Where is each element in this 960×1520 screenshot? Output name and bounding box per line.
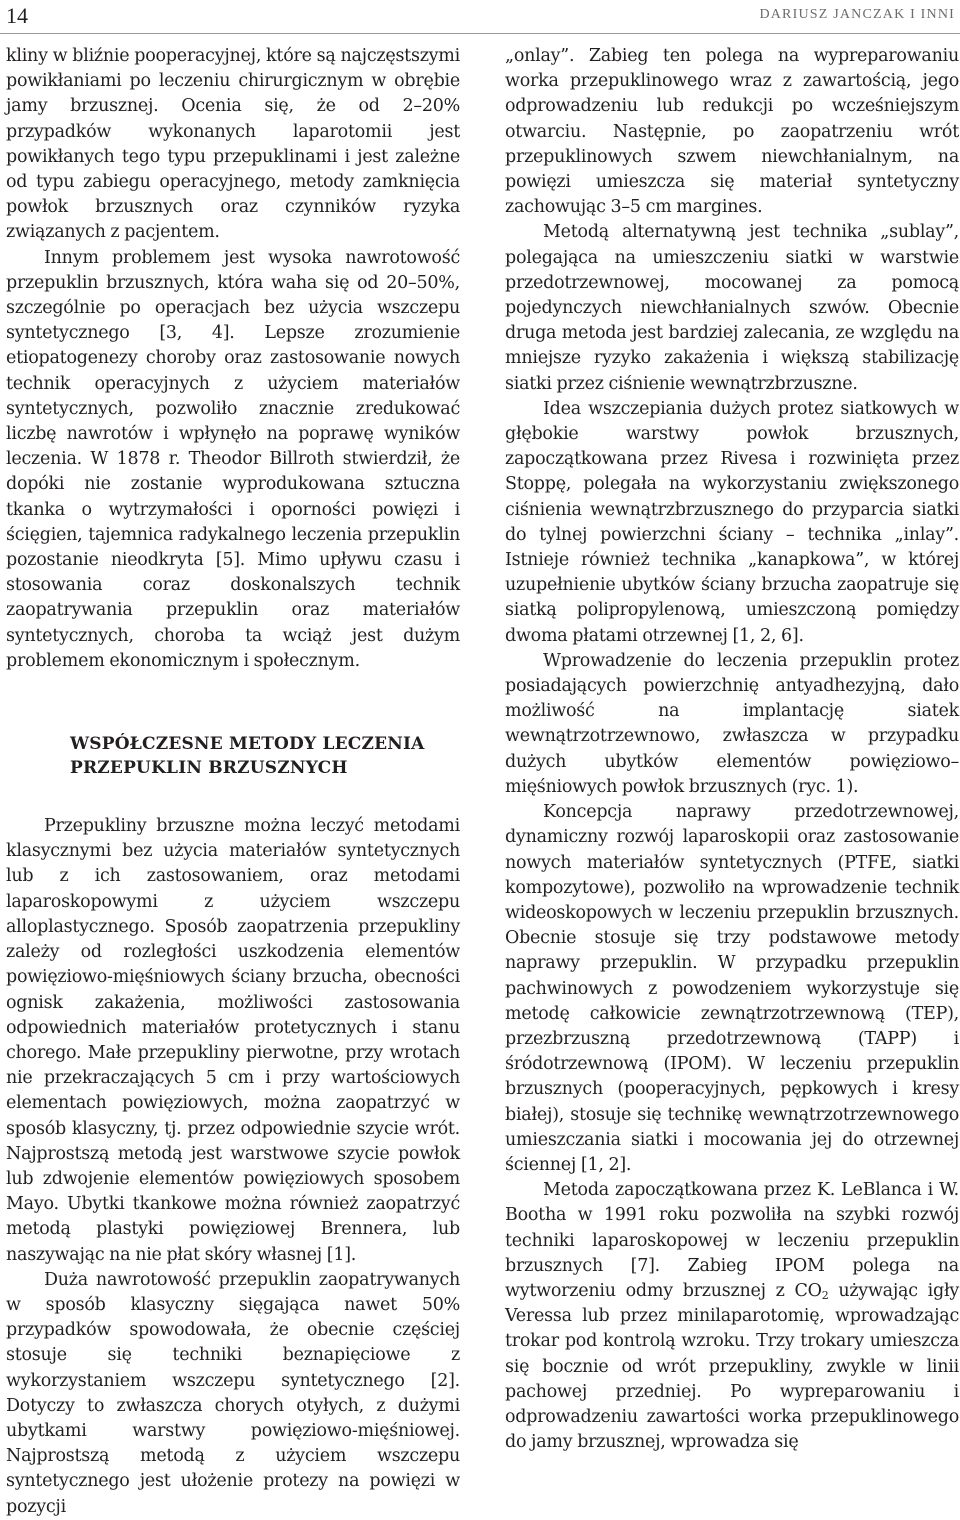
paragraph-text: Metoda zapoczątkowana przez K. LeBlanca i W. Bootha w 1991 roku pozwoliła na szybki rozwój techniki laparoskopowej w leczeniu przepuklin brzusznych [7]. Zabieg IPOM polega na wytworzeniu odmy brzusznej z CO <box>505 1180 959 1301</box>
paragraph-text: używając igły Veressa lub przez minilaparotomię, wprowadzając trokar pod kontrolą wzroku. Trzy trokary umieszcza się bocznie od wrót przepukliny, zwykle w linii pachowej przedniej. Po wypreparowaniu i odprowadzeniu zawartości worka przepuklinowego do jamy brzusznej, wprowadza się <box>505 1280 959 1453</box>
paragraph: Duża nawrotowość przepuklin zaopatrywanych w sposób klasyczny sięgająca nawet 50% przypadków spowodowała, że obecnie częściej stosuje się techniki beznapięciowe z wykorzystaniem wszczepu syntetycznego [2]. Dotyczy to zwłaszcza chorych otyłych, z dużymi ubytkami warstwy powięziowo-mięśniowej. Najprostszą metodą z użyciem wszczepu syntetycznego jest ułożenie protezy na powięzi w pozycji <box>6 1269 460 1517</box>
right-column <box>505 44 959 1455</box>
paragraph: Metodą alternatywną jest technika „sublay”, polegająca na umieszczeniu siatki w warstwie przedotrzewnowej, mocowanej za pomocą pojedynczych niewchłanialnych szwów. Obecnie druga metoda jest bardziej zalecania, ze względu na mniejsze ryzyko zakażenia i większą stabilizację siatki przez ciśnienie wewnątrzbrzuszne. <box>505 222 959 394</box>
section-gap <box>6 780 460 814</box>
page-number: 14 <box>6 3 28 28</box>
paragraph: „onlay”. Zabieg ten polega na wypreparowaniu worka przepuklinowego wraz z zawartością, jego odprowadzeniu lub redukcji po wcześniejszym otwarciu. Następnie, po zaopatrzeniu wrót przepuklinowych szwem niewchłanialnym, na powięzi umieszcza się materiał syntetyczny zachowując 3–5 cm margines. <box>505 46 959 218</box>
paragraph: Koncepcja naprawy przedotrzewnowej, dynamiczny rozwój laparoskopii oraz zastosowanie nowych materiałów syntetycznych (PTFE, siatki kompozytowe), pozwoliło na wprowadzenie technik wideoskopowych w leczeniu przepuklin brzusznych. Obecnie stosuje się trzy podstawowe metody naprawy przepuklin. W przypadku przepuklin pachwinowych z powodzeniem wykorzystuje się metodę całkowicie zewnątrzotrzewnową (TEP), przezbrzuszną przedotrzewnową (TAPP) i śródotrzewnową (IPOM). W leczeniu przepuklin brzusznych (pooperacyjnych, pępkowych i kresy białej), stosuje się technikę wewnątrzotrzewnowego umieszczania siatki i mocowania jej do otrzewnej ściennej [1, 2]. <box>505 802 959 1175</box>
paragraph <box>505 1178 959 1455</box>
section-heading <box>70 732 460 780</box>
page-header <box>0 0 960 34</box>
running-head: DARIUSZ JANCZAK I INNI <box>759 7 955 22</box>
left-column <box>6 44 460 1520</box>
paragraph: kliny w bliźnie pooperacyjnej, które są najczęstszymi powikłaniami po leczeniu chirurgicznym w obrębie jamy brzusznej. Ocenia się, że od 2–20% przypadków wykonanych laparotomii jest powikłanych tego typu przepuklinami i jest zależne od typu zabiegu operacyjnego, metody zamknięcia powłok brzusznych oraz czynników ryzyka związanych z pacjentem. <box>6 46 460 243</box>
section-heading-line: WSPÓŁCZESNE METODY LECZENIA <box>70 734 425 755</box>
subscript: 2 <box>821 1288 829 1302</box>
paragraph: Innym problemem jest wysoka nawrotowość przepuklin brzusznych, która waha się od 20–50%, szczególnie po operacjach bez użycia wszczepu syntetycznego [3, 4]. Lepsze zrozumienie etiopatogenezy choroby oraz zastosowanie nowych technik operacyjnych z użyciem materiałów syntetycznych, pozwoliło znacznie zredukować liczbę nawrotów i wpłynęło na poprawę wyników leczenia. W 1878 r. Theodor Billroth stwierdził, że dopóki nie zostanie wyprodukowana sztuczna tkanka o wytrzymałości i oporności powięzi i ścięgien, tajemnica radykalnego leczenia przepuklin pozostanie nieodkryta [5]. Mimo upływu czasu i stosowania coraz doskonalszych technik zaopatrywania przepuklin oraz materiałów syntetycznych, choroba ta wciąż jest dużym problemem ekonomicznym i społecznym. <box>6 247 460 671</box>
paragraph: Wprowadzenie do leczenia przepuklin protez posiadających powierzchnię antyadhezyjną, dało możliwość na implantację siatek wewnątrzotrzewnowo, zwłaszcza w przypadku dużych ubytków elementów powięziowo–mięśniowych powłok brzusznych (ryc. 1). <box>505 650 959 797</box>
paragraph: Przepukliny brzuszne można leczyć metodami klasycznymi bez użycia materiałów syntetycznych lub z ich zastosowaniem, oraz metodami laparoskopowymi z użyciem wszczepu alloplastycznego. Sposób zaopatrzenia przepukliny zależy od rozległości uszkodzenia elementów powięziowo-mięśniowych ściany brzucha, obecności ognisk zakażenia, możliwości zastosowania odpowiednich materiałów protetycznych i stanu chorego. Małe przepukliny pierwotne, przy wrotach nie przekraczających 5 cm i przy wartościowych elementach powięziowych, można zaopatrzyć w sposób klasyczny, tj. przez odpowiednie szycie wrót. Najprostszą metodą jest warstwowe szycie powłok lub zdwojenie elementów powięziowych sposobem Mayo. Ubytki tkankowe można również zaopatrzyć metodą plastyki powięziowej Brennera, lub naszywając na nie płat skóry własnej [1]. <box>6 816 460 1265</box>
section-gap <box>6 674 460 732</box>
section-heading-line: PRZEPUKLIN BRZUSZNYCH <box>70 758 348 779</box>
paragraph: Idea wszczepiania dużych protez siatkowych w głębokie warstwy powłok brzusznych, zapoczątkowana przez Rivesa i rozwinięta przez Stoppę, polegała na wykorzystaniu zwiększonego ciśnienia wewnątrzbrzusznego do przyparcia siatki do tylnej powierzchni ściany – technika „inlay”. Istnieje również technika „kanapkowa”, w której uzupełnienie ubytków ściany brzucha zaopatruje się siatką polipropylenową, umieszczoną pomiędzy dwoma płatami otrzewnej [1, 2, 6]. <box>505 398 959 646</box>
